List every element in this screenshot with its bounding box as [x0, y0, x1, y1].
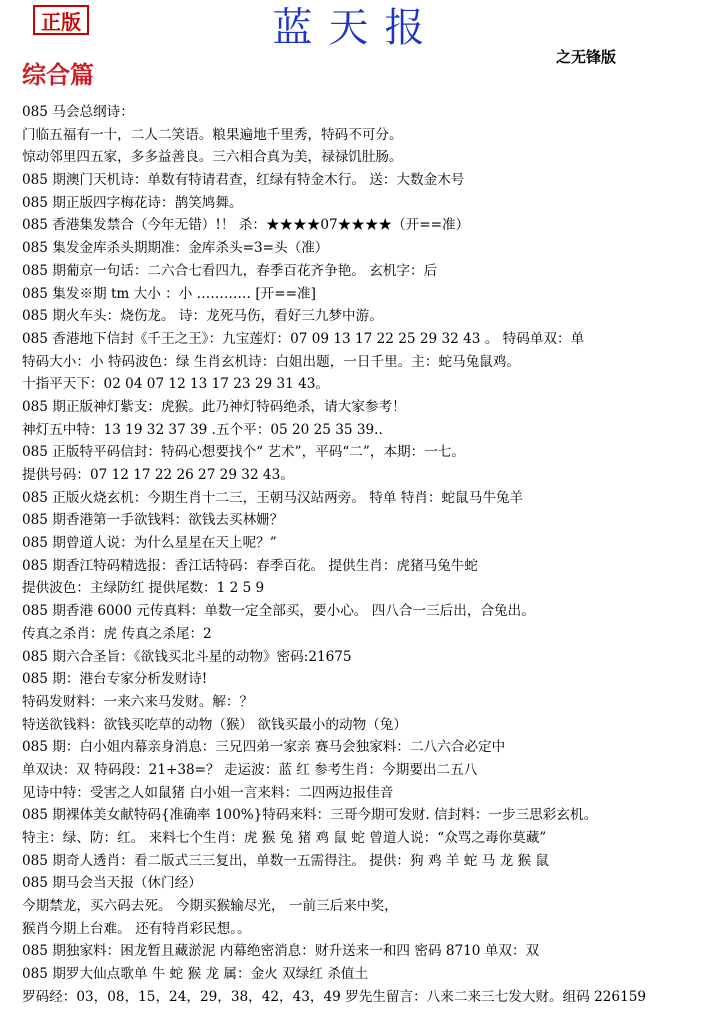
text-line: 特送欲钱料：欲钱买吃草的动物（猴） 欲钱买最小的动物（兔）	[22, 716, 407, 733]
text-line: 085 期正版神灯紫支：虎猴。此乃神灯特码绝杀，请大家参考！	[22, 398, 406, 415]
section-heading: 综合篇	[22, 61, 94, 89]
edition-label: 之无锋版	[556, 48, 617, 66]
text-line: 085 正版火烧玄机：今期生肖十二三，王朝马汉站两旁。 特单 特肖：蛇鼠马牛兔羊	[22, 489, 524, 506]
text-line: 特码大小：小 特码波色：绿 生肖玄机诗：白姐出题，一日千里。主：蛇马兔鼠鸡。	[22, 353, 521, 370]
text-line: 085 期香港 6000 元传真料：单数一定全部买，要小心。 四八合一三后出，合兔出。	[22, 603, 535, 620]
text-line: 085 集发※期 tm 大小 ：小 ………… [开==准]	[22, 285, 316, 302]
text-line: 085 期香江特码精选报：香江话特码：春季百花。 提供生肖：虎猪马兔牛蛇	[22, 557, 478, 574]
text-line: 085 集发金库杀头期期准：金库杀头=3=头（准）	[22, 240, 329, 257]
text-line: 见诗中特：受害之人如鼠猪 白小姐一言来料：二四两边报佳音	[22, 784, 394, 801]
text-line: 085 期裸体美女献特码{准确率 100%}特码来料：三哥今期可发财. 信封料：一步三思彩玄机。	[22, 807, 598, 824]
text-line: 085 期火车头：烧伤龙。 诗：龙死马伤，看好三九梦中游。	[22, 308, 383, 325]
text-line: 085 期罗大仙点歌单 牛 蛇 猴 龙 属：金火 双绿红 杀值土	[22, 966, 368, 983]
text-line: 085 期奇人透肖：看二版式三三复出，单数一五需得注。 提供：狗 鸡 羊 蛇 马 龙 猴 鼠	[22, 852, 550, 869]
newspaper-title: 蓝天报	[272, 5, 441, 51]
text-line: 085 期葡京一句话：二六合七看四九，春季百花齐争艳。 玄机字：后	[22, 262, 438, 279]
text-line: 罗码经：03，08，15，24，29，38，42，43，49 罗先生留言：八来二来三七发大财。组码 226159	[22, 988, 647, 1005]
text-line: 单双诀：双 特码段：21+38=？ 走运波：蓝 红 参考生肖：今期要出二五八	[22, 761, 478, 778]
text-line: 特主：绿、防：红。 来料七个生肖：虎 猴 兔 猪 鸡 鼠 蛇 曾道人说：“众骂之毒你莫藏”	[22, 830, 547, 846]
text-line: 十指平天下：02 04 07 12 13 17 23 29 31 43。	[22, 376, 330, 393]
text-line: 提供号码：07 12 17 22 26 27 29 32 43。	[22, 467, 294, 483]
text-line: 085 马会总纲诗：	[22, 104, 134, 120]
text-line: 085 期：港台专家分析发财诗!	[22, 671, 208, 688]
text-line: 085 期澳门天机诗：单数有特请君查，红绿有特金木行。 送：大数金木号	[22, 172, 465, 189]
text-line: 提供波色：主绿防红 提供尾数：1 2 5 9	[22, 580, 265, 597]
text-line: 惊动邻里四五家，多多益善良。三六相合真为美，禄禄饥肚肠。	[22, 149, 403, 166]
text-line: 085 香港集发禁合（今年无错）!！ 杀：★★★★07★★★★（开==准）	[22, 217, 470, 234]
edition-badge: 正版	[33, 5, 89, 35]
text-line: 085 正版特平码信封：特码心想要找个“ 艺术”，平码“二”，本期：一七。	[22, 444, 466, 461]
text-line: 085 香港地下信封《千王之王》：九宝莲灯：07 09 13 17 22 25 29 32 43 。 特码单双：单	[22, 330, 585, 347]
text-line: 神灯五中特：13 19 32 37 39 .五个平：05 20 25 35 39..	[22, 421, 383, 438]
text-line: 085 期六合圣旨：《欲钱买北斗星的动物》密码:21675	[22, 648, 352, 665]
text-line: 085 期香港第一手欲钱料：欲钱去买林姗？	[22, 512, 284, 529]
text-line: 门临五福有一十，二人二笑语。粮果遍地千里秀，特码不可分。	[22, 126, 403, 143]
text-line: 085 期曾道人说：为什么星星在天上呢？”	[22, 535, 277, 552]
text-line: 085 期正版四字梅花诗：鹊笑鸠舞。	[22, 194, 243, 211]
article-body	[22, 101, 708, 1009]
text-line: 今期禁龙，买六码去死。 今期买猴输尽光， 一前三后来中奖，	[22, 898, 398, 915]
text-line: 传真之杀肖：虎 传真之杀尾：2	[22, 625, 212, 642]
text-line: 085 期独家料：困龙暂且藏淤泥 内幕绝密消息：财升送来一和四 密码 8710 单双：双	[22, 943, 540, 960]
text-line: 特码发财料：一来六来马发财。解：？	[22, 693, 254, 710]
text-line: 猴肖今期上台难。 还有特肖彩民想。。	[22, 920, 251, 937]
text-line: 085 期：白小姐内幕亲身消息：三兄四弟一家亲 赛马会独家料：二八六合必定中	[22, 739, 506, 756]
text-line: 085 期马会当天报（休门经）	[22, 875, 202, 892]
